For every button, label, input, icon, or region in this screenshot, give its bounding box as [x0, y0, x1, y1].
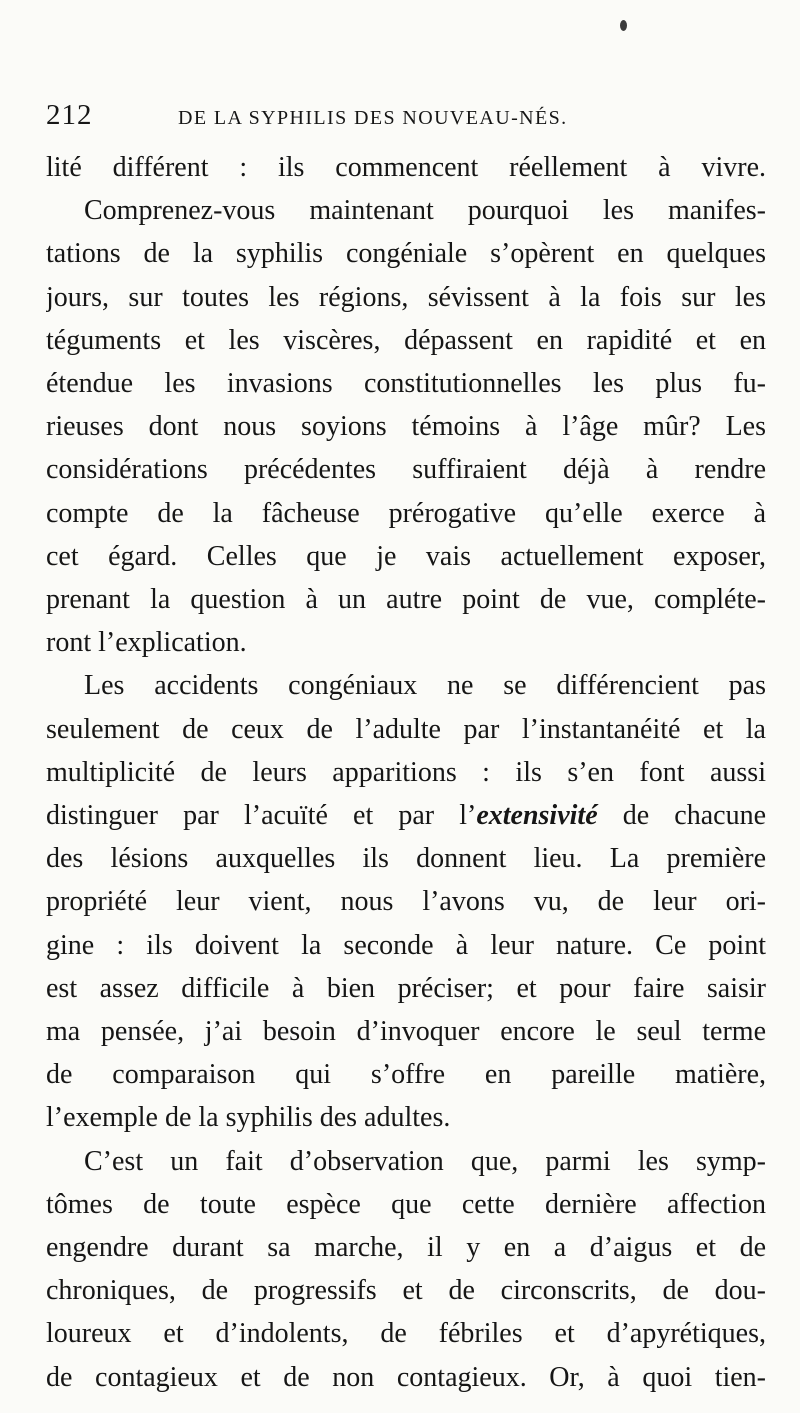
text-line: téguments et les viscères, dépassent en rapidité et en: [46, 324, 766, 356]
text-line: cet égard. Celles que je vais actuellement exposer,: [46, 540, 766, 572]
text-line: rieuses dont nous soyions témoins à l’âge mûr? Les: [46, 411, 766, 443]
paragraph-start-line: Comprenez-vous maintenant pourquoi les manifes-: [84, 195, 766, 227]
text-line: compte de la fâcheuse prérogative qu’elle exerce à: [46, 497, 766, 529]
text-line: propriété leur vient, nous l’avons vu, de leur ori-: [46, 886, 766, 918]
text-line: gine : ils doivent la seconde à leur nature. Ce point: [46, 929, 766, 961]
body-text: [46, 146, 766, 1399]
text-line: étendue les invasions constitutionnelles les plus fu-: [46, 368, 766, 400]
text-line: considérations précédentes suffiraient déjà à rendre: [46, 454, 766, 486]
text-line: loureux et d’indolents, de fébriles et d’apyrétiques,: [46, 1318, 766, 1350]
text-line: chroniques, de progressifs et de circonscrits, de dou-: [46, 1275, 766, 1307]
paragraph-end-line: l’exemple de la syphilis des adultes.: [46, 1102, 451, 1134]
text-line: tômes de toute espèce que cette dernière affection: [46, 1188, 766, 1220]
text-segment: distinguer par l’acuïté et par l’: [46, 800, 477, 832]
text-line: engendre durant sa marche, il y en a d’aigus et de: [46, 1232, 766, 1264]
text-line: prenant la question à un autre point de vue, compléte-: [46, 584, 766, 616]
paragraph-end-line: ront l’explication.: [46, 627, 247, 659]
italic-term: extensivité: [476, 800, 598, 832]
text-line: des lésions auxquelles ils donnent lieu. La première: [46, 843, 766, 875]
page-number: 212: [46, 99, 93, 131]
text-line-with-emphasis: [46, 794, 766, 837]
text-line: seulement de ceux de l’adulte par l’instantanéité et la: [46, 713, 766, 745]
paragraph-start-line: C’est un fait d’observation que, parmi les symp-: [84, 1145, 766, 1177]
text-line: est assez difficile à bien préciser; et pour faire saisir: [46, 972, 766, 1004]
page-header: [46, 92, 766, 142]
text-segment: de chacune: [622, 800, 766, 832]
paragraph-start-line: Les accidents congéniaux ne se différencient pas: [84, 670, 766, 702]
text-line: lité différent : ils commencent réellement à vivre.: [46, 152, 766, 183]
text-line: de comparaison qui s’offre en pareille matière,: [46, 1059, 766, 1091]
text-line: de contagieux et de non contagieux. Or, à quoi tien-: [46, 1361, 766, 1393]
ink-speck: [620, 20, 627, 31]
text-line: jours, sur toutes les régions, sévissent à la fois sur les: [46, 281, 766, 313]
text-line: ma pensée, j’ai besoin d’invoquer encore le seul terme: [46, 1016, 766, 1048]
text-line: tations de la syphilis congéniale s’opèrent en quelques: [46, 238, 766, 270]
running-title: DE LA SYPHILIS DES NOUVEAU-NÉS.: [178, 107, 568, 129]
text-line: multiplicité de leurs apparitions : ils s’en font aussi: [46, 756, 766, 788]
